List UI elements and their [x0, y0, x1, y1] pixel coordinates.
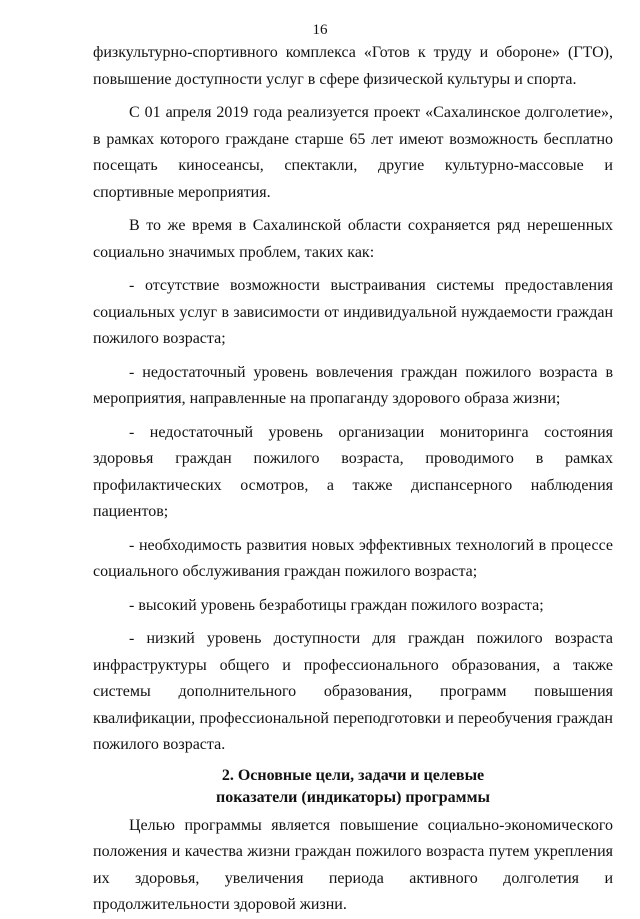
- list-item: - отсутствие возможности выстраивания системы предоставления социальных услуг в зависимости от индивидуальной нуждаемости граждан пожилого возраста;: [93, 277, 613, 347]
- document-body: [93, 40, 613, 919]
- list-item: - недостаточный уровень организации мониторинга состояния здоровья граждан пожилого возраста, проводимого в рамках профилактических осмотров, а также диспансерного наблюдения пациентов;: [93, 423, 613, 520]
- paragraph: С 01 апреля 2019 года реализуется проект «Сахалинское долголетие», в рамках которого граждане старше 65 лет имеют возможность бесплатно посещать киносеансы, спектакли, другие культурно-массовые и спортивные мероприятия.: [93, 104, 613, 201]
- section-heading-line-2: показатели (индикаторы) программы: [216, 788, 490, 806]
- list-item: - недостаточный уровень вовлечения граждан пожилого возраста в мероприятия, направленные на пропаганду здорового образа жизни;: [93, 363, 613, 407]
- paragraph: В то же время в Сахалинской области сохраняется ряд нерешенных социально значимых проблем, таких как:: [93, 217, 613, 261]
- paragraph: Целью программы является повышение социально-экономического положения и качества жизни граждан пожилого возраста путем укрепления их здоровья, увеличения периода активного долголетия и продолжительности здоровой жизни.: [93, 816, 613, 913]
- paragraph: физкультурно-спортивного комплекса «Готов к труду и обороне» (ГТО), повышение доступности услуг в сфере физической культуры и спорта.: [93, 44, 613, 88]
- list-item: - высокий уровень безработицы граждан пожилого возраста;: [129, 596, 544, 614]
- section-heading: [93, 765, 613, 809]
- list-item: - необходимость развития новых эффективных технологий в процессе социального обслуживания граждан пожилого возраста;: [93, 536, 613, 580]
- list-item: - низкий уровень доступности для граждан пожилого возраста инфраструктуры общего и профессионального образования, а также системы дополнительного образования, программ повышения квалификации, профессиональной переподготовки и переобучения граждан пожилого возраста.: [93, 630, 613, 753]
- section-heading-line-1: 2. Основные цели, задачи и целевые: [221, 766, 485, 784]
- page-number: 16: [312, 22, 328, 38]
